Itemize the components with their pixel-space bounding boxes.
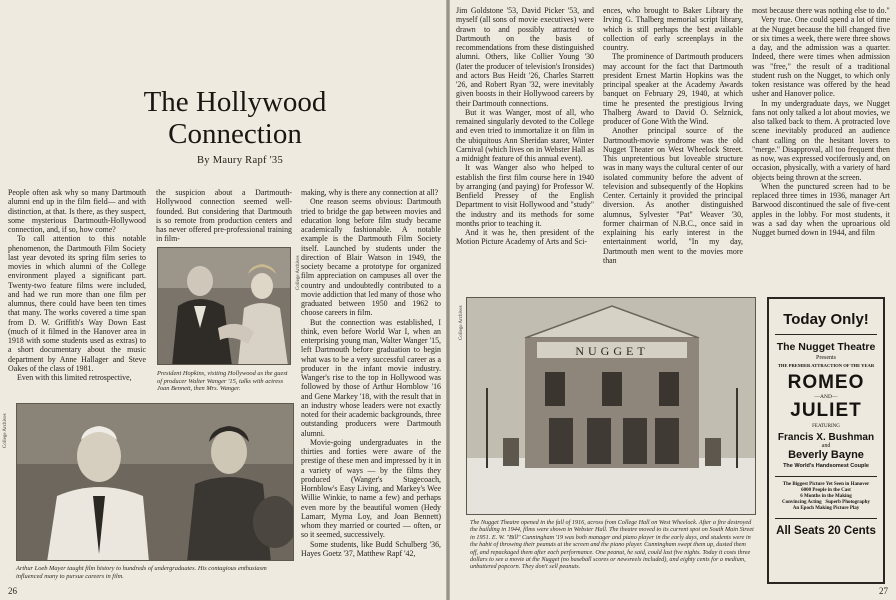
- left-column-1: [8, 188, 146, 382]
- poster-featuring: FEATURING: [812, 424, 840, 429]
- photo-caption: The Nugget Theatre opened in the fall of 1916, across from College Hall on West Wheelock. After a fire destroyed the building in 1944, films were shown in Webster Hall. The theatre moved to its current spot on South Main Street in 1951. E. W. "Bill" Cunningham '19 was both manager and piano player in the early days, and students were in the habit of throwing their peanuts at the screen and the piano player. Cunningham swept them up, dusted them off, and repackaged them after each performance. One peanut, he said, could last five nights. Today it costs three dollars to see a movie at the Nugget (no baseball scores or newsreels included), and eighty cents for a medium, unbuttered popcorn. They don't sell peanuts.: [470, 519, 754, 571]
- paragraph: Some students, like Budd Schulberg '36, Hayes Goetz '37, Matthew Rapf '42,: [301, 539, 441, 558]
- right-column-2: [603, 6, 743, 265]
- poster-detail: 6 Months in the Making: [800, 494, 852, 499]
- photo-caption: Arthur Loeb Mayer taught film history to hundreds of undergraduates. His contagious enthusiasm influenced many to pursue careers in film.: [16, 565, 267, 580]
- poster-detail: Superb Photography: [825, 500, 870, 505]
- photo-arthur-mayer: [16, 403, 294, 561]
- photo-hopkins-bennett: [157, 247, 291, 365]
- photo-hopkins-bennett-image: [158, 248, 291, 365]
- photo-credit: College Archives: [459, 305, 464, 340]
- paragraph: But it was Wanger, most of all, who remained singularly devoted to the College and even tried to immortalize it on film in the ubiquitous Ann Sheridan starer, Winter Carnival (which lives on in Webster Hall as a midnight feature of this annual event).: [456, 107, 594, 163]
- paragraph: The prominence of Dartmouth producers may account for the fact that Dartmouth president Ernest Martin Hopkins was the principal speaker at the Academy Awards banquet on February 29, 1940, at which time he presented the prestigious Irving Thalberg Award to David O. Selznick, producer of Gone With the Wind.: [603, 52, 743, 126]
- paragraph: To call attention to this notable phenomenon, the Dartmouth Film Society last year devoted its spring film series to movies in which alumni of the College environment played a significant part. Twenty-two feature films were included, and had we run more than one film per alumnus, there could have been ten times that many. The works covered a time span from D. W. Griffith's Way Down East (much of it filmed in the Hanover area in 1918 with some students used as extras) to a short documentary about the music department by Anne Hallager and Steve Oakes of the class of 1981.: [8, 234, 146, 373]
- photo-arthur-mayer-image: [17, 404, 294, 561]
- poster-title-romeo: ROMEO: [787, 372, 865, 393]
- photo-credit: College Archives: [296, 255, 301, 290]
- poster-and2: and: [821, 443, 831, 449]
- paragraph: ences, who brought to Baker Library the Irving G. Thalberg memorial script library, which is still perhaps the best available collection of early screenplays in the country.: [603, 6, 743, 52]
- poster-detail: 6000 People in the Cast: [801, 488, 851, 493]
- poster-star-bushman: Francis X. Bushman: [777, 432, 875, 443]
- poster-divider: [775, 518, 877, 519]
- poster-premier: THE PREMIER ATTRACTION OF THE YEAR: [777, 363, 875, 368]
- poster-detail: The Biggest Picture Yet Seen in Hanover: [782, 482, 870, 487]
- paragraph: Jim Goldstone '53, David Picker '53, and myself (all sons of movie executives) were drawn to and possibly attracted to Dartmouth on the basis of recommendations from these distinguished alumni. Others, like Collier Young '30 (later the producer of television's Ironsides) and actors Bus Heidt '26, Charles Starrett '26, and Robert Ryan '32, were inevitably given boosts in their Hollywood careers by their Dartmouth connections.: [456, 6, 594, 108]
- right-page: [450, 0, 896, 600]
- article-title: The Hollywood Connection: [143, 86, 327, 150]
- nugget-sign-text: NUGGET: [575, 344, 649, 358]
- paragraph: And it was he, then president of the Motion Picture Academy of Arts and Sci-: [456, 228, 594, 247]
- paragraph: the suspicion about a Dartmouth-Hollywood connection seemed well-founded. But considering that Dartmouth is so remote from production centers and has never offered pre-professional training in film-: [156, 188, 292, 244]
- photo-caption: President Hopkins, visiting Hollywood as the guest of producer Walter Wanger '15, talks with actress Joan Bennett, then Mrs. Wanger.: [157, 370, 288, 393]
- right-column-3: [752, 6, 890, 237]
- left-column-3: [301, 188, 441, 558]
- poster-detail: Convincing Acting: [782, 500, 822, 505]
- paragraph: It was Wanger also who helped to establish the first film course here in 1940 by arranging (and paying) for Professor W. Benfield Pressey of the English Department to visit Hollywood and "study" the industry and its methods for some months prior to teaching it.: [456, 163, 594, 228]
- paragraph: Very true. One could spend a lot of time at the Nugget because the bill changed five or six times a week, there were three shows a day, and the admission was a quarter. Indeed, there were times when admission was "free," the result of a traditional student rush on the Nugget, to which only token resistance was offered by the head usher and Hanover police.: [752, 15, 890, 99]
- poster-price: All Seats 20 Cents: [776, 525, 876, 537]
- photo-nugget-theatre: [466, 297, 756, 515]
- page-number: 26: [8, 586, 17, 596]
- left-page: [0, 0, 446, 600]
- poster-theatre: The Nugget Theatre: [776, 341, 876, 353]
- right-column-1: [456, 6, 594, 247]
- paragraph: People often ask why so many Dartmouth alumni end up in the film field— and with distinction, at that. Is there, as they suspect, some mysterious Dartmouth-Hollywood connection, and, if so, how come?: [8, 188, 146, 234]
- paragraph: One reason seems obvious: Dartmouth tried to bridge the gap between movies and education long before film study became academically fashionable. A notable example is the Dartmouth Film Society itself. Launched by students under the direction of Blair Watson in 1949, the society became a prototype for organized film appreciation on campuses all over the country and undoubtedly contributed to a movie addiction that led many of those who graduated between 1950 and 1962 to choose careers in film.: [301, 197, 441, 318]
- paragraph: But the connection was established, I think, even before World War I, when an enterprising young man, Walter Wanger '15, left Dartmouth before graduation to begin what was to be a very successful career as a producer in the infant movie industry. Wanger's rise to the top in Hollywood was followed by those of Arthur Hornblow '16 and Gene Markey '18, with the result that in an industry whose leaders were not exactly noted for their academic backgrounds, three outstanding producers were Dartmouth alumni.: [301, 317, 441, 438]
- paragraph: most because there was nothing else to do.": [752, 6, 890, 15]
- poster-tagline: The World's Handsomest Couple: [783, 463, 869, 469]
- paragraph: When the punctured screen had to be replaced three times in 1936, manager Art Barwood discontinued the sale of five-cent apples in the lobby. For most students, it was a sad day when the uproarious old Nugget burned down in 1944, and film: [752, 181, 890, 237]
- paragraph: Movie-going undergraduates in the thirties and forties were aware of the prestige of these men and impressed by it in a variety of ways — by the films they produced (Wanger's Stagecoach, Hornblow's Easy Living, and Markey's Wee Willie Winkie, to name a few) and perhaps even more by the beautiful women (Hedy Lamarr, Myrna Loy, and Joan Bennett) whom they married or courted — often, or so it seemed, successively.: [301, 437, 441, 540]
- paragraph: Even with this limited retrospective,: [17, 373, 132, 382]
- poster-divider: [775, 476, 877, 477]
- paragraph: In my undergraduate days, we Nugget fans not only talked a lot about movies, we also talked back to them. A protracted love scene inevitably produced an audience chant calling on the hesitant lovers to "merge." Disapproval, all too frequent then as now, was expressed vociferously and, on occasion, physically, with a variety of hard objects being thrown at the screen.: [752, 98, 890, 182]
- paragraph: making, why is there any connection at all?: [301, 188, 439, 197]
- romeo-juliet-poster: [767, 297, 885, 584]
- byline: By Maury Rapf '35: [196, 155, 284, 166]
- poster-presents: Presents: [816, 355, 836, 361]
- photo-credit: College Archives: [3, 413, 8, 448]
- poster-detail-row: [769, 500, 883, 505]
- poster-detail: An Epoch Making Picture Play: [792, 506, 860, 511]
- poster-and: —AND—: [814, 394, 838, 400]
- poster-headline: Today Only!: [783, 311, 869, 328]
- poster-title-juliet: JULIET: [790, 400, 862, 421]
- page-number: 27: [879, 586, 888, 596]
- photo-nugget-theatre-image: [467, 298, 756, 515]
- poster-divider: [775, 334, 877, 335]
- poster-star-bayne: Beverly Bayne: [788, 449, 864, 461]
- paragraph: Another principal source of the Dartmouth-movie syndrome was the old Nugget Theater on West Wheelock Street. This unpretentious but loveable structure was in many ways the cultural center of our isolated community before the advent of television and subsequently of the Hopkins Center. Certainly it provided the principal diversion. As another distinguished alumnus, Sylvester "Pat" Weaver '30, former chairman of N.B.C., once said in explaining his early interest in the entertainment world, "In my day, Dartmouth men went to the movies more than: [603, 126, 743, 265]
- left-column-2-top: [156, 188, 292, 244]
